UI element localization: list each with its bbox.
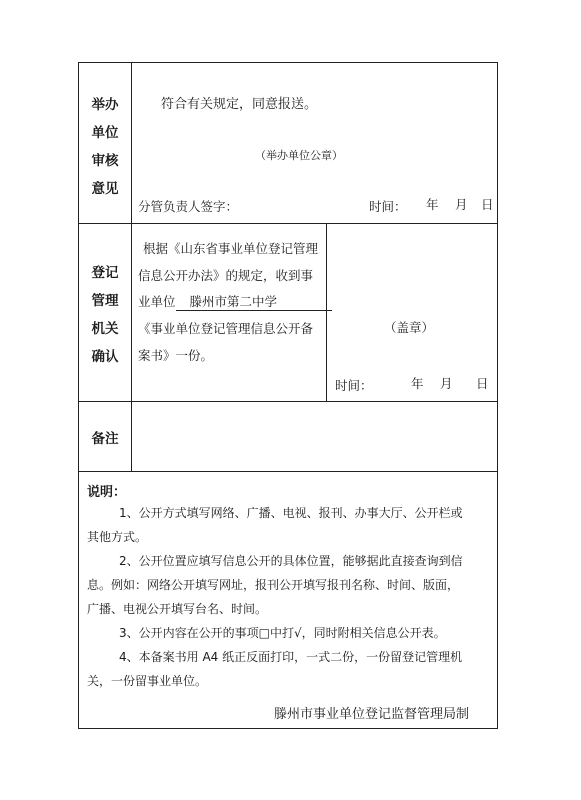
- confirm-column-divider: [326, 223, 327, 401]
- confirm-body-prefix: 业单位: [138, 294, 176, 309]
- confirm-body-line-2: 信息公开办法》的规定，收到事: [138, 268, 314, 283]
- review-day: 日: [481, 197, 494, 212]
- row-divider-1: [79, 223, 497, 224]
- row-divider-3: [79, 471, 497, 472]
- review-time-label: 时间：: [369, 199, 407, 214]
- confirm-body-line-4: 《事业单位登记管理信息公开备: [138, 321, 314, 336]
- sponsor-seal-note: （举办单位公章）: [255, 149, 343, 162]
- review-opinion: 符合有关规定，同意报送。: [161, 97, 318, 112]
- label-line: 备注: [91, 431, 119, 447]
- signer-label: 分管负责人签字：: [138, 199, 239, 214]
- confirm-time-label: 时间：: [335, 378, 373, 393]
- label-line: 机关: [91, 321, 119, 337]
- review-year: 年: [426, 197, 439, 212]
- filing-form-table: [78, 62, 498, 729]
- label-line: 举办: [91, 97, 119, 113]
- confirm-day: 日: [476, 376, 489, 391]
- instruction-1-line-1: 1、公开方式填写网络、广播、电视、报刊、办事大厅、公开栏或: [119, 506, 463, 520]
- label-line: 确认: [91, 349, 119, 365]
- registration-seal-note: （盖章）: [384, 320, 435, 335]
- instruction-4-line-1: 4、本备案书用 A4 纸正反面打印，一式二份，一份留登记管理机: [119, 650, 463, 664]
- sponsor-review-label: [79, 63, 131, 223]
- label-line: 审核: [91, 153, 119, 169]
- instructions-title: 说明：: [87, 485, 127, 500]
- issuer-footer: 滕州市事业单位登记监督管理局制: [274, 707, 470, 722]
- unit-name: 滕州市第二中学: [176, 292, 332, 311]
- instruction-2-line-3: 广播、电视公开填写台名、时间。: [87, 602, 268, 616]
- confirm-month: 月: [440, 376, 453, 391]
- confirm-body-line-5: 案书》一份。: [138, 348, 214, 363]
- row-divider-2: [79, 401, 497, 402]
- instruction-2-line-1: 2、公开位置应填写信息公开的具体位置，能够据此直接查询到信: [119, 554, 463, 568]
- instruction-4-line-2: 关，一份留事业单位。: [87, 674, 208, 688]
- label-column-divider: [131, 63, 132, 471]
- label-line: 单位: [91, 125, 119, 141]
- remarks-label: [79, 401, 131, 471]
- label-line: 管理: [91, 293, 119, 309]
- confirm-year: 年: [411, 376, 424, 391]
- registration-confirm-label: [79, 223, 131, 401]
- confirm-body-line-3: [138, 292, 332, 311]
- review-month: 月: [455, 197, 468, 212]
- label-line: 意见: [91, 181, 119, 197]
- confirm-body-line-1: 根据《山东省事业单位登记管理: [143, 241, 319, 256]
- instruction-3: 3、公开内容在公开的事项□中打√，同时附相关信息公开表。: [119, 626, 446, 640]
- instruction-2-line-2: 息。例如：网络公开填写网址，报刊公开填写报刊名称、时间、版面，: [87, 578, 460, 592]
- instruction-1-line-2: 其他方式。: [87, 530, 148, 544]
- label-line: 登记: [91, 265, 119, 281]
